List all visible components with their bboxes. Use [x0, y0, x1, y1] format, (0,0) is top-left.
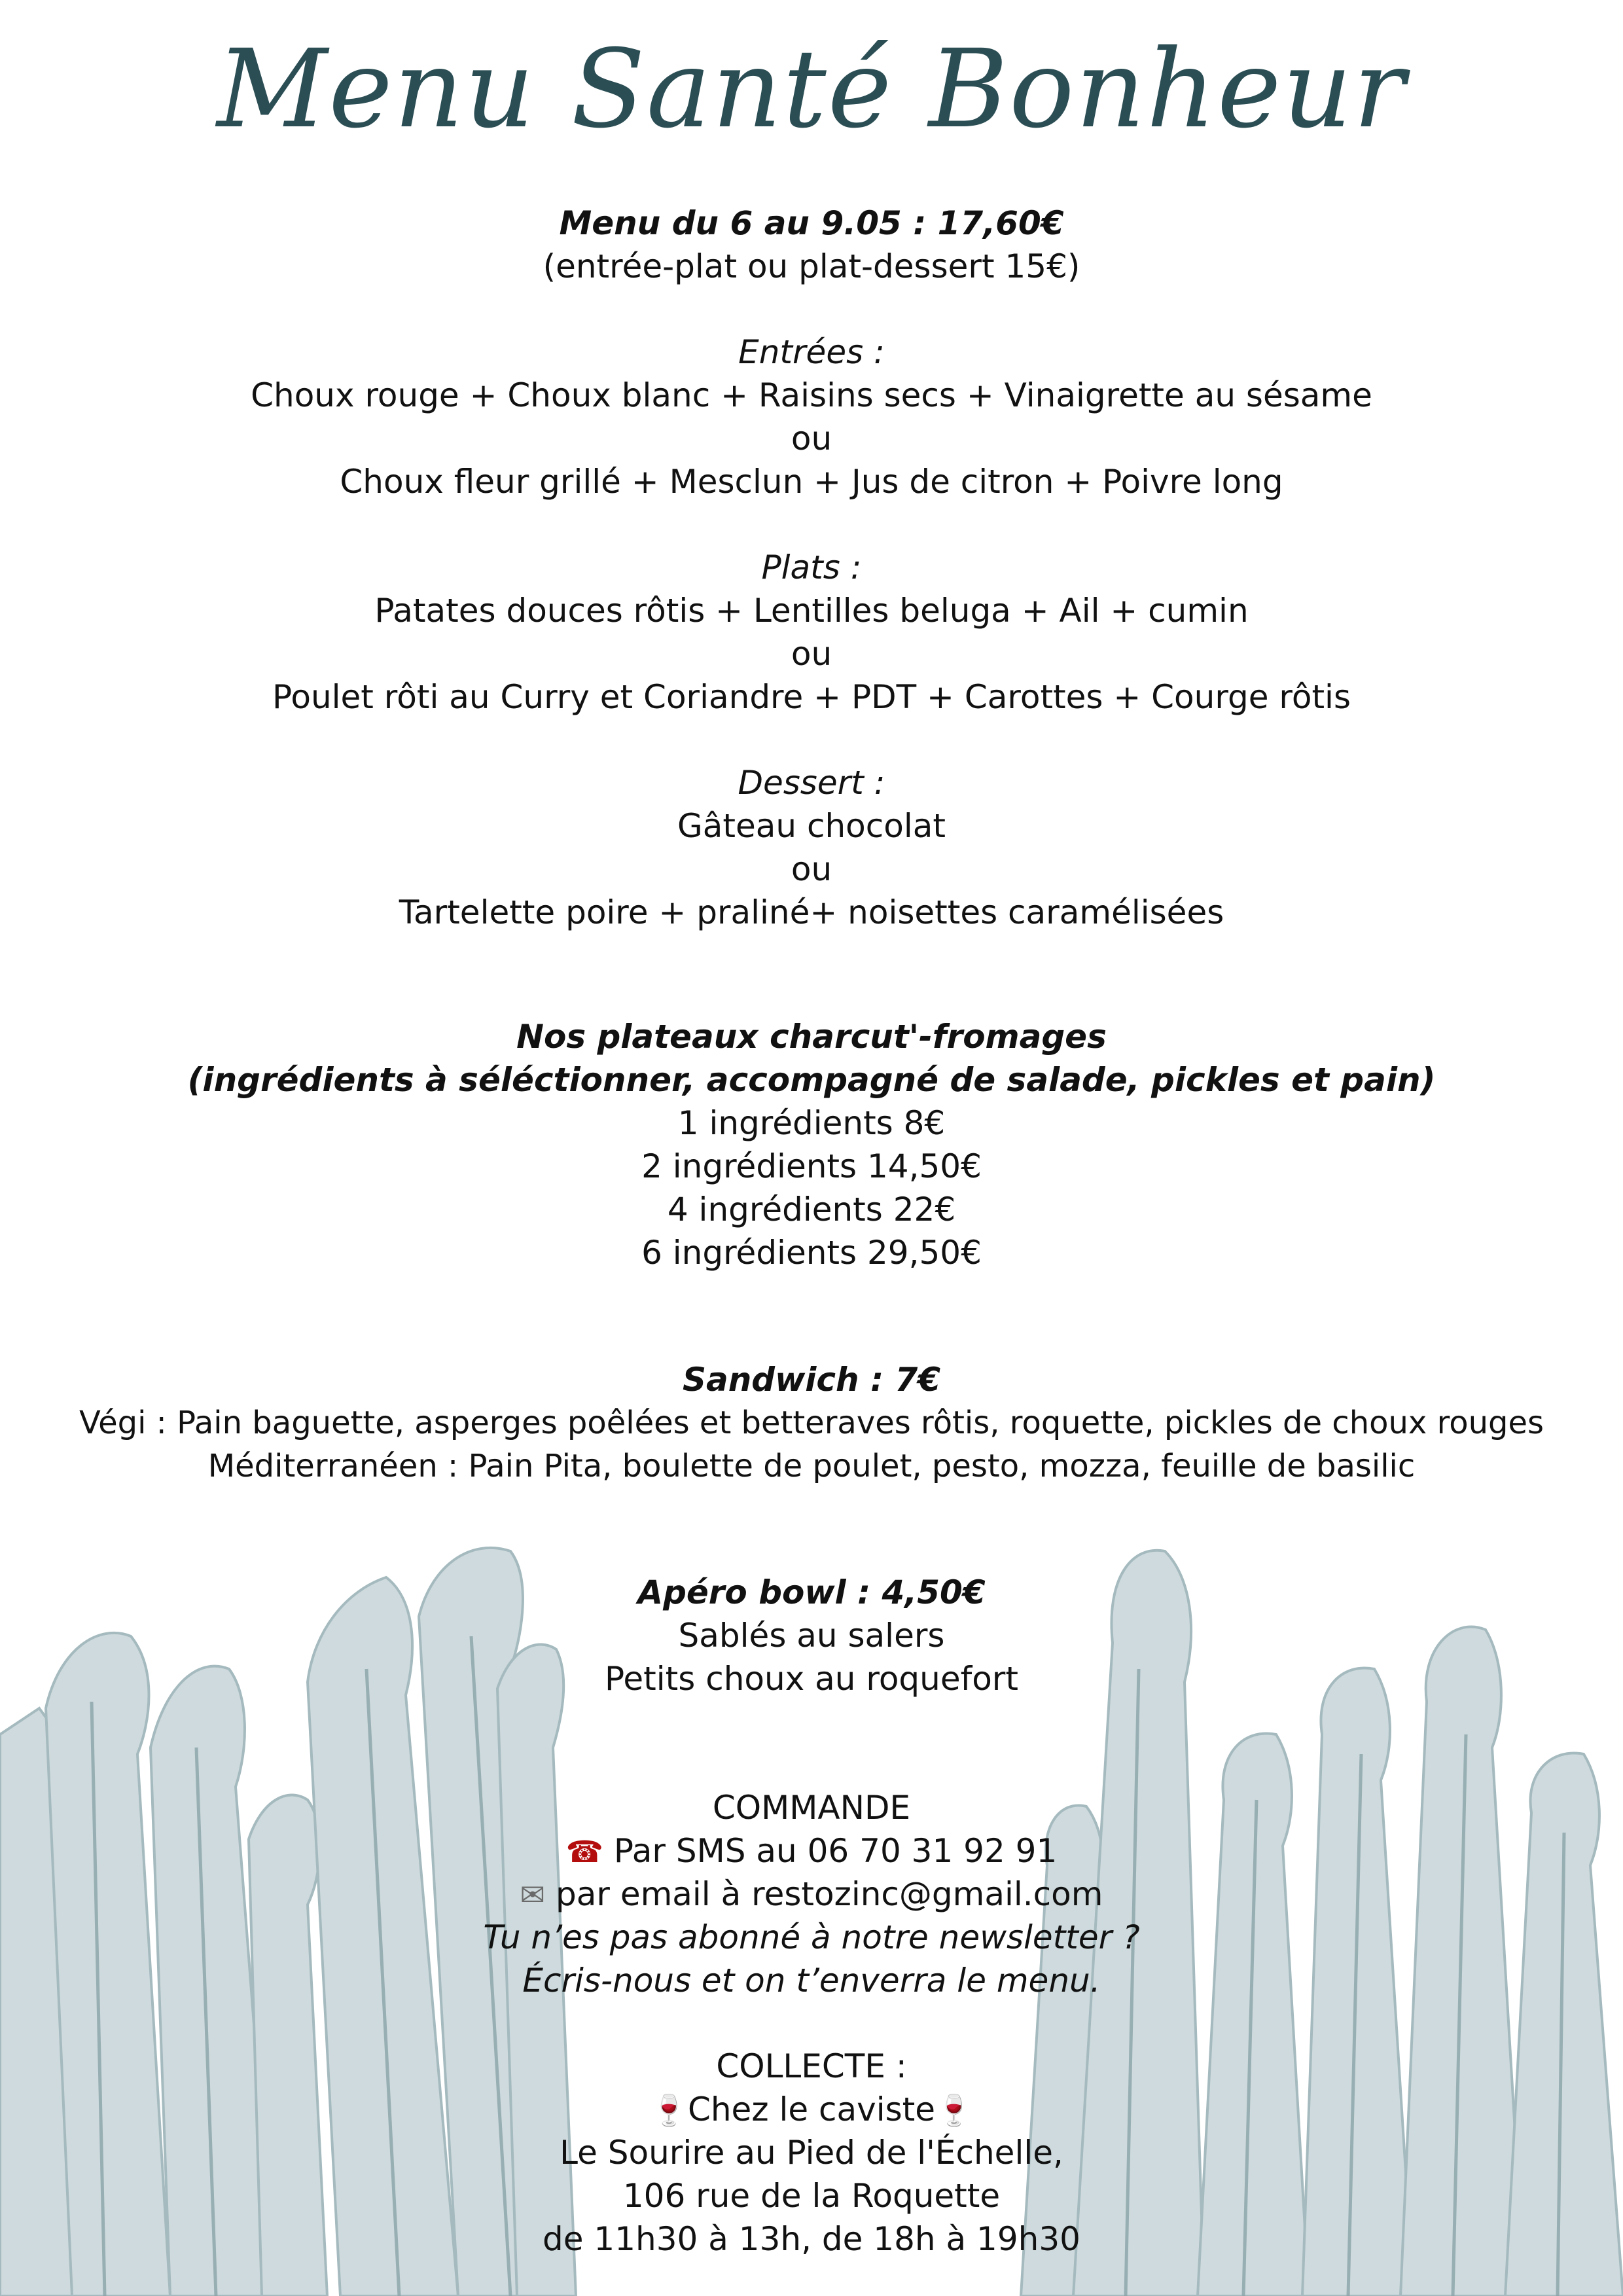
commande-sms	[0, 1829, 1623, 1873]
commande-heading: COMMANDE	[712, 1789, 911, 1827]
telephone-icon: ☎	[565, 1834, 603, 1869]
plateaux-heading: Nos plateaux charcut'-fromages	[516, 1018, 1107, 1056]
entree-option-1: Choux rouge + Choux blanc + Raisins secs + Vinaigrette au sésame	[251, 376, 1372, 414]
sandwich-heading: Sandwich : 7€	[682, 1361, 941, 1399]
commande-email-text: par email à restozinc@gmail.com	[555, 1875, 1103, 1913]
apero-heading: Apéro bowl : 4,50€	[637, 1573, 986, 1611]
plat-option-2: Poulet rôti au Curry et Coriandre + PDT + Carottes + Courge rôtis	[272, 678, 1351, 716]
collecte-place-text: Chez le caviste	[687, 2090, 936, 2128]
commande-sms-text: Par SMS au 06 70 31 92 91	[613, 1832, 1058, 1870]
collecte-heading: COLLECTE :	[716, 2047, 907, 2085]
dessert-or: ou	[791, 850, 832, 888]
wine-glass-icon: 🍷	[650, 2092, 688, 2128]
plats-label: Plats :	[761, 548, 862, 586]
page-title: Menu Santé Bonheur	[217, 26, 1406, 152]
sandwich-vegi: Végi : Pain baguette, asperges poêlées et betteraves rôtis, roquette, pickles de choux rouges	[79, 1405, 1544, 1441]
plateau-price: 6 ingrédients 29,50€	[641, 1234, 982, 1272]
menu-heading: Menu du 6 au 9.05 : 17,60€	[559, 204, 1064, 242]
collecte-place	[0, 2088, 1623, 2132]
collecte-shop: Le Sourire au Pied de l'Échelle,	[560, 2134, 1063, 2172]
newsletter-line-2: Écris-nous et on t’enverra le menu.	[522, 1962, 1101, 2000]
plateau-price: 2 ingrédients 14,50€	[641, 1147, 982, 1185]
plateau-price: 4 ingrédients 22€	[667, 1191, 956, 1229]
dessert-option-1: Gâteau chocolat	[677, 807, 946, 845]
dessert-label: Dessert :	[738, 764, 885, 802]
wine-glass-icon: 🍷	[935, 2092, 973, 2128]
plateau-price: 1 ingrédients 8€	[677, 1104, 946, 1142]
collecte-hours: de 11h30 à 13h, de 18h à 19h30	[543, 2220, 1080, 2258]
commande-email	[0, 1873, 1623, 1916]
envelope-icon: ✉	[520, 1877, 546, 1912]
plat-or: ou	[791, 635, 832, 673]
plat-option-1: Patates douces rôtis + Lentilles beluga + Ail + cumin	[374, 592, 1249, 630]
newsletter-line-1: Tu n’es pas abonné à notre newsletter ?	[483, 1918, 1140, 1956]
dessert-option-2: Tartelette poire + praliné+ noisettes caramélisées	[399, 893, 1224, 931]
plateaux-subheading: (ingrédients à séléctionner, accompagné de salade, pickles et pain)	[187, 1061, 1436, 1099]
entrees-label: Entrées :	[738, 333, 885, 371]
sandwich-mediterraneen: Méditerranéen : Pain Pita, boulette de poulet, pesto, mozza, feuille de basilic	[207, 1448, 1416, 1484]
entree-or: ou	[791, 420, 832, 457]
menu-subheading: (entrée-plat ou plat-dessert 15€)	[543, 247, 1080, 285]
collecte-address: 106 rue de la Roquette	[622, 2177, 1001, 2215]
apero-item-1: Sablés au salers	[678, 1617, 945, 1655]
apero-item-2: Petits choux au roquefort	[605, 1660, 1018, 1698]
entree-option-2: Choux fleur grillé + Mesclun + Jus de citron + Poivre long	[340, 463, 1283, 501]
